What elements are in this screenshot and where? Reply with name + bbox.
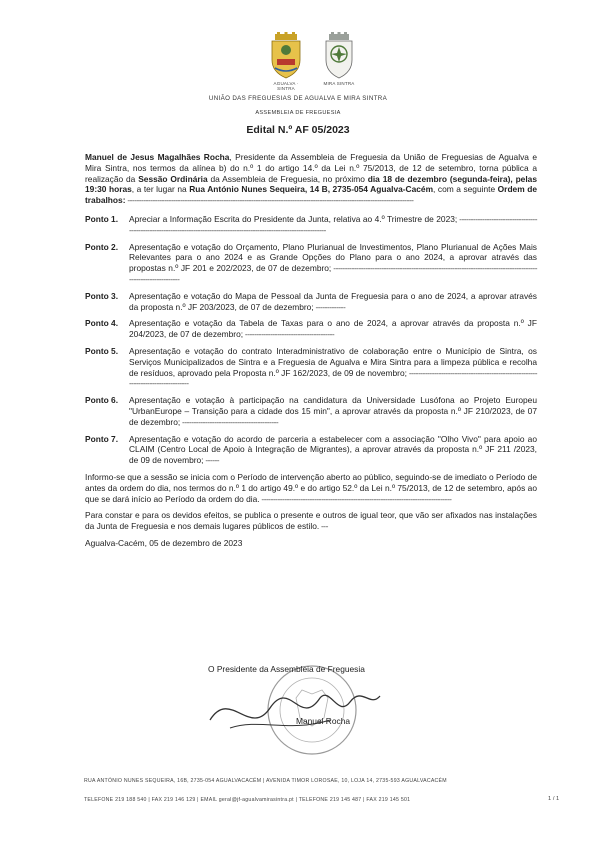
mira-sintra-crest: [318, 32, 360, 86]
president-name: Manuel de Jesus Magalhães Rocha: [85, 152, 230, 162]
organization-name: UNIÃO DAS FREGUESIAS DE AGUALVA E MIRA SINTRA: [208, 95, 388, 102]
signature-block: [200, 658, 420, 768]
agenda-item-label: Ponto 3.: [85, 290, 119, 301]
agenda-item: [85, 434, 537, 466]
document-body: [85, 152, 537, 549]
dateline: Agualva-Cacém, 05 de dezembro de 2023: [85, 537, 243, 548]
page-number: 1 / 1: [548, 796, 560, 802]
intro-paragraph: Manuel de Jesus Magalhães Rocha, Presidente da Assembleia de Freguesia da União de Freguesias de Agualva e Mira Sintra, nos termos da alínea b) do n.º 1 do artigo 14.º da Lei n.º 75/2013, de 12 de setembro, torna pública a realização da Sessão Ordinária da Assembleia de Freguesia, no próximo dia 18 de dezembro (segunda-feira), pelas 19:30 horas, a ter lugar na Rua António Nunes Sequeira, 14 B, 2735-054 Agualva-Cacém, com a seguinte Ordem de trabalhos: -----------------------------------------------------------------------------------------------------------------------------: [85, 152, 537, 206]
agenda-item-text: Apresentação e votação do Mapa de Pessoal da Junta de Freguesia para o ano de 2024, a aprovar através da proposta n.º JF 203/2023, de 07 de dezembro; -------------: [129, 290, 537, 312]
agenda-item-text: Apresentação e votação do Orçamento, Plano Plurianual de Investimentos, Plano Plurianual de Ações Mais Relevantes para o ano 2024 e as Grande Opções do Plano para o ano 2024, a aprovar através das propostas n.º JF 201 e 202/2023, de 07 de dezembro; ---------------------------------------------------------------------------------------------------------------: [129, 241, 537, 284]
agenda-item: [85, 346, 537, 389]
agenda-item: [85, 242, 537, 285]
agenda-item-text: Apreciar a Informação Escrita do Presidente da Junta, relativa ao 4.º Trimestre de 2023; ------------------------------------------------------------------------------------------------------------------------: [129, 213, 537, 235]
mira-sintra-crest-caption: MIRA SINTRA: [323, 81, 355, 86]
agualva-crest: [264, 32, 308, 91]
session-date: dia 18 de dezembro (segunda-feira), pelas 19:30 horas: [85, 173, 537, 195]
agenda-item-text: Apresentação e votação do contrato Interadministrativo de colaboração entre o Município de Sintra, os Serviços Municipalizados de Sintra e a Freguesia de Agualva e Mira Sintra para a limpeza pública e recolha de resíduos, aprovado pela Proposta n.º JF 162/2023, de 09 de novembro; ----------------------------------------------------------------------------------: [129, 345, 537, 389]
session-address: Rua António Nunes Sequeira, 14 B, 2735-054 Agualva-Cacém: [189, 184, 434, 195]
agenda-item-label: Ponto 6.: [85, 395, 119, 406]
assembly-name: ASSEMBLEIA DE FREGUESIA: [255, 110, 341, 116]
session-type: Sessão Ordinária: [138, 173, 208, 184]
session-notice-paragraph: Informo-se que a sessão se inicia com o Período de intervenção aberto ao público, seguindo-se de imediato o Período de antes da ordem do dia, nos termos do n.º 1 do artigo 49.º e do artigo 52.º da Lei n.º 75/2013, de 12 de setembro, após ao que se dará início ao Período da ordem do dia. -----------------------------------------------------------------------------------: [85, 471, 537, 504]
agenda-item: [85, 214, 537, 236]
agualva-crest-caption: AGUALVA · SINTRA: [273, 81, 299, 91]
mira-sintra-crest-icon: [319, 32, 359, 80]
publication-paragraph: Para constar e para os devidos efeitos, se publica o presente e outros de igual teor, que vão ser afixados nas instalações da Junta de Freguesia e nos demais lugares públicos de estilo. ---: [85, 510, 537, 532]
agenda-item: [85, 291, 537, 313]
signature-name: Manuel Rocha: [296, 716, 351, 726]
order-label: Ordem de trabalhos:: [85, 184, 537, 206]
edital-title: Edital N.º AF 05/2023: [246, 124, 350, 136]
agenda-item-text: Apresentação e votação da Tabela de Taxas para o ano de 2024, a aprovar através da proposta n.º JF 204/2023, de 07 de dezembro; ---------------------------------------: [129, 318, 537, 340]
agenda-item-label: Ponto 4.: [85, 318, 119, 329]
agenda-item: [85, 318, 537, 340]
footer-contacts: TELEFONE 219 188 540 | FAX 219 146 129 | EMAIL geral@jf-agualvamirasintra.pt | TELEFONE 219 145 487 | FAX 219 145 501: [84, 797, 411, 803]
agenda-item-label: Ponto 5.: [85, 345, 119, 356]
agenda-item-label: Ponto 2.: [85, 241, 119, 252]
agenda-item-label: Ponto 1.: [85, 213, 119, 224]
agualva-crest-icon: [266, 32, 306, 80]
signature-title: O Presidente da Assembleia de Freguesia: [208, 664, 365, 674]
agenda-item-label: Ponto 7.: [85, 433, 119, 444]
agenda-item-text: Apresentação e votação do acordo de parceria a estabelecer com a associação "Olho Vivo" para apoio ao CLAIM (Centro Local de Apoio à Integração de Migrantes), a aprovar através da proposta n.º JF 211 /2023, de 09 de novembro; ------: [129, 433, 537, 466]
footer-addresses: RUA ANTÓNIO NUNES SEQUEIRA, 16B, 2735-054 AGUALVACACÉM | AVENIDA TIMOR LOROSAE, 10, LOJA 14, 2735-593 AGUALVACACÉM: [84, 778, 447, 784]
agenda-item: [85, 395, 537, 427]
official-stamp-icon: [200, 658, 420, 768]
agenda-item-text: Apresentação e votação à participação na candidatura da Universidade Lusófona ao Projeto Europeu "UrbanEurope – Transição para a cidade dos 15 min", a aprovar através da proposta n.º JF 210/2023, de 07 de dezembro; ------------------------------------------: [129, 395, 537, 427]
